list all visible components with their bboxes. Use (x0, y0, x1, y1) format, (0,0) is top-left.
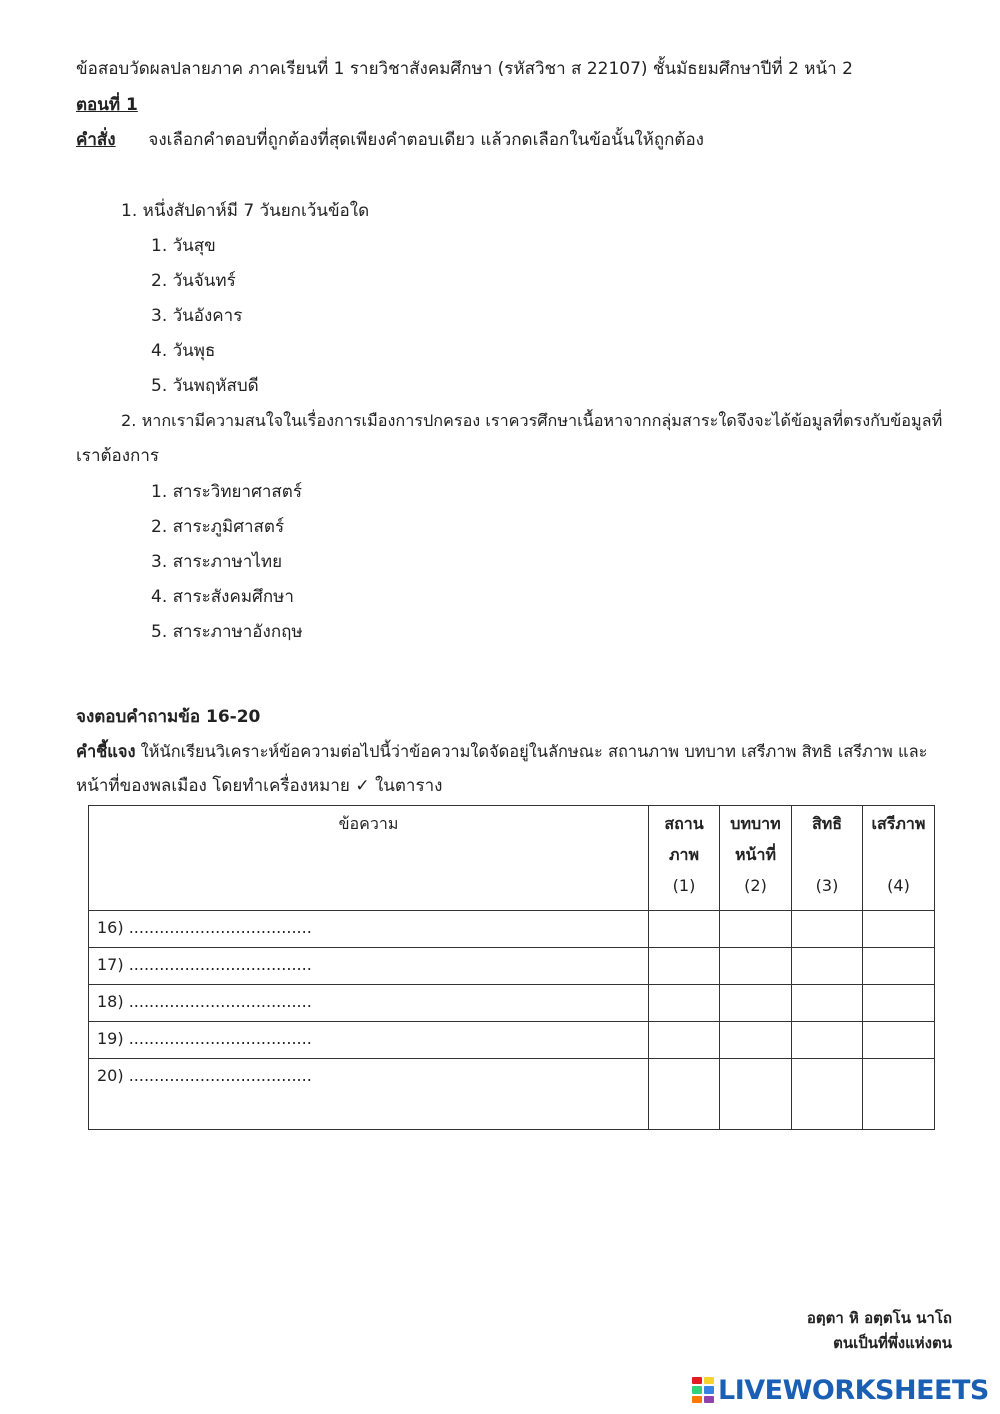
row-19-label: 19) .................................... (89, 1022, 649, 1059)
instruction-label: คำสั่ง (76, 130, 116, 150)
part-title: ตอนที่ 1 (76, 95, 138, 115)
row-18-cell-2[interactable] (720, 985, 792, 1022)
exam-title: ข้อสอบวัดผลปลายภาค ภาคเรียนที่ 1 รายวิชาสังคมศึกษา (รหัสวิชา ส 22107) ชั้นมัธยมศึกษาปีที่ 2 หน้า 2 (76, 59, 853, 79)
row-17-cell-3[interactable] (792, 948, 863, 985)
header-role (720, 806, 792, 911)
question-2-stem-line2: เราต้องการ (76, 446, 160, 466)
row-17-label: 17) .................................... (89, 948, 649, 985)
header-role-line2: หน้าที่ (734, 845, 776, 864)
row-17-cell-1[interactable] (649, 948, 720, 985)
header-status-num: (1) (672, 876, 696, 895)
row-18-cell-1[interactable] (649, 985, 720, 1022)
row-19-cell-3[interactable] (792, 1022, 863, 1059)
section2-instruction-text: ให้นักเรียนวิเคราะห์ข้อความต่อไปนี้ว่าข้อความใดจัดอยู่ในลักษณะ สถานภาพ บทบาท เสรีภาพ สิทธิ เสรีภาพ และ (135, 742, 928, 761)
section2-instruction-line2 (76, 775, 442, 797)
header-rights-num: (3) (815, 876, 839, 895)
liveworksheets-logo-icon (692, 1377, 714, 1403)
instruction (76, 129, 704, 151)
row-16-label: 16) .................................... (89, 911, 649, 948)
header-rights (792, 806, 863, 911)
q1-option-4[interactable]: 4. วันพุธ (151, 341, 216, 361)
header-status-line2: ภาพ (668, 845, 700, 864)
row-16-cell-2[interactable] (720, 911, 792, 948)
header-role-num: (2) (744, 876, 767, 895)
row-17-cell-4[interactable] (863, 948, 935, 985)
table-row (89, 911, 935, 948)
section2-instruction-text-3: ในตาราง (369, 776, 443, 796)
answer-table (88, 805, 935, 1130)
section2-instruction-label: คำชี้แจง (76, 742, 136, 761)
row-18-label: 18) .................................... (89, 985, 649, 1022)
row-20-label: 20) .................................... (89, 1059, 649, 1130)
q1-option-3[interactable]: 3. วันอังคาร (151, 306, 243, 326)
section2-instruction-text-2: หน้าที่ของพลเมือง โดยทำเครื่องหมาย (76, 776, 350, 796)
header-freedom-line1: เสรีภาพ (871, 814, 926, 833)
row-16-cell-3[interactable] (792, 911, 863, 948)
row-18-cell-4[interactable] (863, 985, 935, 1022)
row-20-cell-3[interactable] (792, 1059, 863, 1130)
header-status (649, 806, 720, 911)
row-20-cell-1[interactable] (649, 1059, 720, 1130)
row-16-cell-4[interactable] (863, 911, 935, 948)
q2-option-1[interactable]: 1. สาระวิทยาศาสตร์ (151, 482, 302, 502)
row-20-cell-2[interactable] (720, 1059, 792, 1130)
table-row (89, 948, 935, 985)
q2-option-4[interactable]: 4. สาระสังคมศึกษา (151, 587, 294, 607)
table-row (89, 1059, 935, 1130)
row-19-cell-4[interactable] (863, 1022, 935, 1059)
instruction-text: จงเลือกคำตอบที่ถูกต้องที่สุดเพียงคำตอบเดียว แล้วกดเลือกในข้อนั้นให้ถูกต้อง (148, 130, 704, 150)
row-19-cell-2[interactable] (720, 1022, 792, 1059)
table-header-row (89, 806, 935, 911)
motto-thai: ตนเป็นที่พึ่งแห่งตน (833, 1334, 952, 1352)
header-role-line1: บทบาท (730, 814, 781, 833)
row-17-cell-2[interactable] (720, 948, 792, 985)
row-18-cell-3[interactable] (792, 985, 863, 1022)
q1-option-5[interactable]: 5. วันพฤหัสบดี (151, 376, 259, 396)
row-19-cell-1[interactable] (649, 1022, 720, 1059)
header-rights-spacer (792, 839, 862, 870)
checkmark-icon: ✓ (355, 776, 370, 796)
question-1-stem: 1. หนึ่งสัปดาห์มี 7 วันยกเว้นข้อใด (121, 201, 370, 221)
liveworksheets-logo-text: LIVEWORKSHEETS (718, 1374, 989, 1406)
header-freedom-num: (4) (887, 876, 910, 895)
q2-option-2[interactable]: 2. สาระภูมิศาสตร์ (151, 517, 285, 537)
table-row (89, 985, 935, 1022)
question-2-stem-line1: 2. หากเรามีความสนใจในเรื่องการเมืองการปกครอง เราควรศึกษาเนื้อหาจากกลุ่มสาระใดจึงจะได้ข้อมูลที่ตรงกับข้อมูลที่ (121, 411, 943, 430)
header-rights-line1: สิทธิ (811, 814, 843, 833)
q2-option-3[interactable]: 3. สาระภาษาไทย (151, 552, 283, 572)
header-freedom (863, 806, 935, 911)
q1-option-2[interactable]: 2. วันจันทร์ (151, 271, 236, 291)
section2-instruction-line1 (76, 741, 927, 763)
section2-title: จงตอบคำถามข้อ 16-20 (76, 707, 261, 727)
motto-pali: อตฺตา หิ อตฺตโน นาโถ (806, 1309, 952, 1327)
row-16-cell-1[interactable] (649, 911, 720, 948)
header-statement: ข้อความ (89, 806, 649, 911)
row-20-cell-4[interactable] (863, 1059, 935, 1130)
header-status-line1: สถาน (664, 814, 704, 833)
header-freedom-spacer (863, 839, 934, 870)
q2-option-5[interactable]: 5. สาระภาษาอังกฤษ (151, 622, 303, 642)
liveworksheets-logo (692, 1374, 989, 1406)
q1-option-1[interactable]: 1. วันสุข (151, 236, 216, 256)
table-row (89, 1022, 935, 1059)
